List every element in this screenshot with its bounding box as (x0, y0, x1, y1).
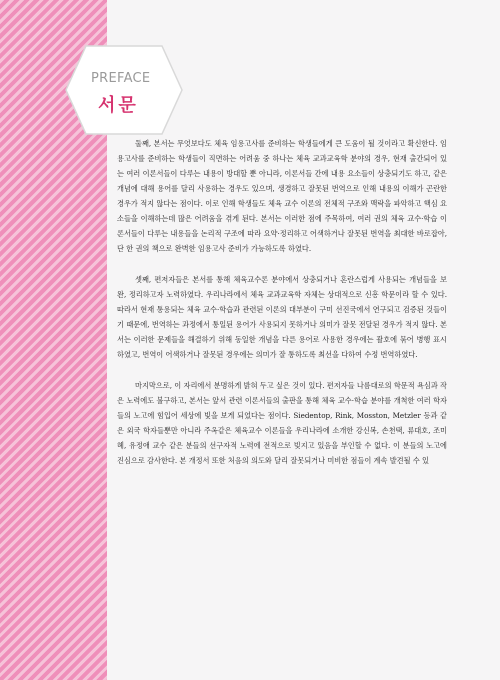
section-label-english: PREFACE (91, 71, 151, 86)
body-paragraph: 마지막으로, 이 자리에서 분명하게 밝혀 두고 싶은 것이 있다. 편저자들 나름대로의 학문적 욕심과 작은 노력에도 불구하고, 본서는 앞서 관련 이론서들의 출판을 통해 체육 교수·학습 분야를 개척한 여러 학자들의 노고에 힘입어 세상에 빛을 보게 되었다는 점이다. Siedentop, Rink, Mosston, Metzler 등과 같은 외국 학자들뿐만 아니라 주옥같은 체육교수 이론들을 우리나라에 소개한 강신복, 손천택, 류대호, 조미혜, 유정애 교수 같은 분들의 선구자적 노력에 전적으로 빚지고 있음을 부인할 수 없다. 이 분들의 노고에 진심으로 감사한다. 본 개정서 또한 처음의 의도와 달리 잘못되거나 미비한 점들이 계속 발견될 수 있 (117, 381, 447, 465)
section-header-badge (64, 44, 184, 136)
hexagon-frame-icon (64, 44, 184, 136)
preface-body (117, 136, 447, 484)
body-paragraph: 셋째, 편저자들은 본서를 통해 체육교수론 분야에서 상충되거나 혼란스럽게 사용되는 개념들을 보완, 정리하고자 노력하였다. 우리나라에서 체육 교과교육학 자체는 상대적으로 신흥 학문이라 할 수 있다. 따라서 현재 통용되는 체육 교수·학습과 관련된 이론의 대부분이 구미 선진국에서 연구되고 검증된 것들이기 때문에, 번역하는 과정에서 통일된 용어가 사용되지 못하거나 의미가 잘못 전달된 경우가 적지 않다. 본서는 이러한 문제들을 해결하기 위해 동일한 개념을 다른 용어로 사용한 경우에는 괄호에 묶어 병행 표시하였고, 번역이 어색하거나 잘못된 경우에는 의미가 잘 통하도록 최선을 다하여 수정 번역하였다. (117, 275, 447, 359)
section-title: 서문 (98, 95, 139, 116)
body-paragraph: 둘째, 본서는 무엇보다도 체육 임용고사를 준비하는 학생들에게 큰 도움이 될 것이라고 확신한다. 임용고사를 준비하는 학생들이 직면하는 어려움 중 하나는 체육 교과교육학 분야의 경우, 현재 출간되어 있는 여러 이론서들이 다루는 내용이 방대할 뿐 아니라, 이론서들 간에 내용 요소들이 상충되기도 하고, 같은 개념에 대해 용어를 달리 사용하는 경우도 있으며, 생경하고 잘못된 번역으로 인해 내용의 이해가 곤란한 경우가 적지 않다는 점이다. 이로 인해 학생들도 체육 교수 이론의 전체적 구조와 맥락을 파악하고 핵심 요소들을 이해하는데 많은 어려움을 겪게 된다. 본서는 이러한 점에 주목하여, 여러 권의 체육 교수·학습 이론서들이 다루는 내용들을 논리적 구조에 따라 요약·정리하고 어색하거나 잘못된 번역을 최대한 바로잡아, 단 한 권의 책으로 완벽한 임용고사 준비가 가능하도록 하였다. (117, 139, 447, 253)
